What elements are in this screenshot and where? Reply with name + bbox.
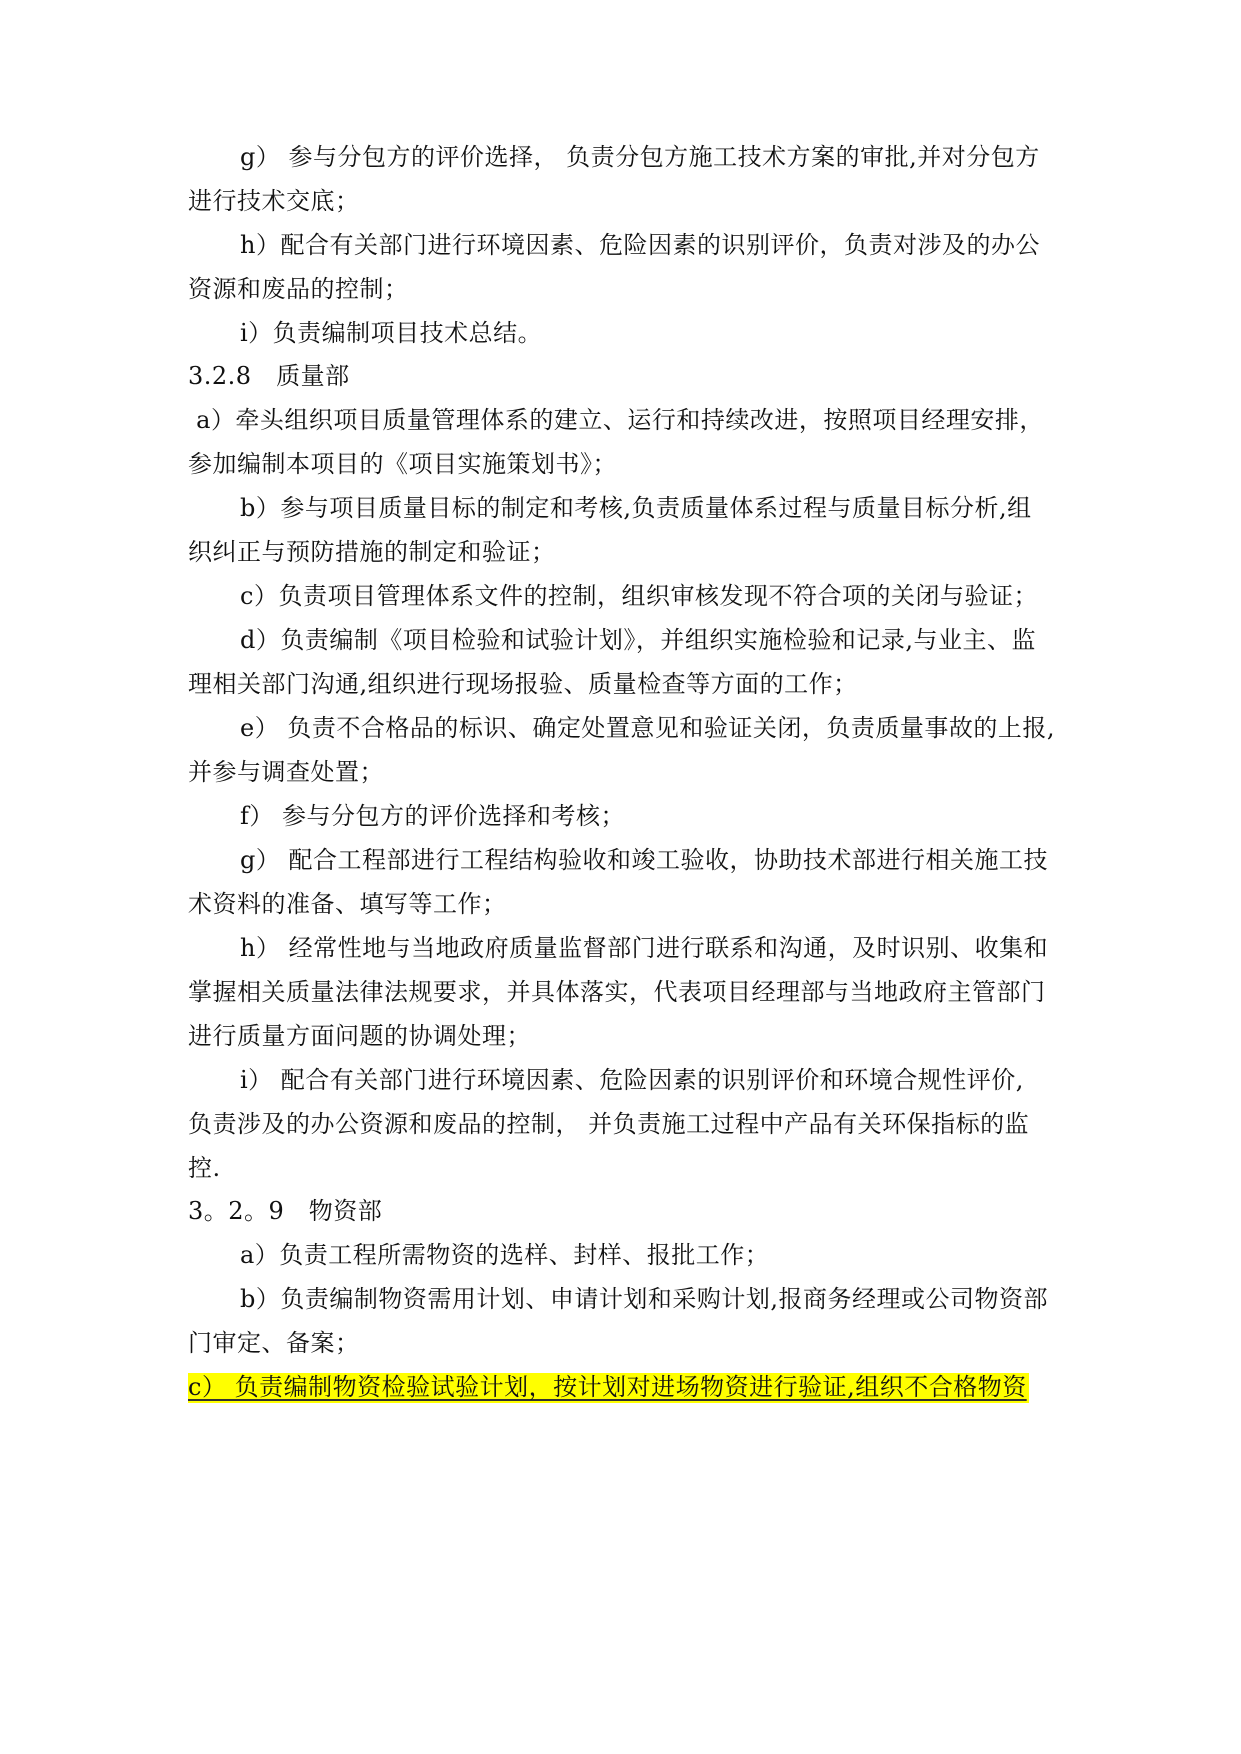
para-materials-b-line2: 门审定、备案；: [188, 1329, 360, 1357]
section-heading-materials: 3。2。9 物资部: [188, 1197, 383, 1225]
para-tech-g-line1: g） 参与分包方的评价选择， 负责分包方施工技术方案的审批,并对分包方: [240, 143, 1040, 171]
para-quality-f: f） 参与分包方的评价选择和考核；: [240, 802, 626, 830]
para-tech-h-line1: h）配合有关部门进行环境因素、危险因素的识别评价，负责对涉及的办公: [240, 231, 1040, 259]
para-quality-i-line3: 控.: [188, 1154, 221, 1182]
para-quality-b-line1: b）参与项目质量目标的制定和考核,负责质量体系过程与质量目标分析,组: [240, 494, 1032, 522]
para-quality-e-line1: e） 负责不合格品的标识、确定处置意见和验证关闭，负责质量事故的上报,: [240, 714, 1055, 742]
para-materials-a: a）负责工程所需物资的选样、封样、报批工作；: [240, 1241, 770, 1269]
para-quality-i-line1: i） 配合有关部门进行环境因素、危险因素的识别评价和环境合规性评价,: [240, 1066, 1024, 1094]
para-quality-a-line2: 参加编制本项目的《项目实施策划书》；: [188, 450, 617, 478]
para-quality-h-line2: 掌握相关质量法律法规要求，并具体落实，代表项目经理部与当地政府主管部门: [188, 978, 1046, 1006]
para-quality-g-line2: 术资料的准备、填写等工作；: [188, 890, 507, 918]
para-quality-h-line1: h） 经常性地与当地政府质量监督部门进行联系和沟通，及时识别、收集和: [240, 934, 1049, 962]
para-materials-c-highlighted: [188, 1372, 1029, 1402]
para-tech-g-line2: 进行技术交底；: [188, 187, 360, 215]
para-quality-c: c）负责项目管理体系文件的控制，组织审核发现不符合项的关闭与验证；: [240, 582, 1038, 610]
highlighted-text: c） 负责编制物资检验试验计划，按计划对进场物资进行验证,组织不合格物资: [188, 1373, 1027, 1401]
para-quality-h-line3: 进行质量方面问题的协调处理；: [188, 1022, 531, 1050]
para-tech-i: i）负责编制项目技术总结。: [240, 319, 543, 347]
para-tech-h-line2: 资源和废品的控制；: [188, 275, 409, 303]
para-quality-d-line2: 理相关部门沟通,组织进行现场报验、质量检查等方面的工作；: [188, 670, 858, 698]
para-quality-g-line1: g） 配合工程部进行工程结构验收和竣工验收，协助技术部进行相关施工技: [240, 846, 1048, 874]
para-quality-b-line2: 织纠正与预防措施的制定和验证；: [188, 538, 556, 566]
para-quality-a-line1: a）牵头组织项目质量管理体系的建立、运行和持续改进，按照项目经理安排，: [188, 406, 1044, 434]
para-quality-i-line2: 负责涉及的办公资源和废品的控制， 并负责施工过程中产品有关环保指标的监: [188, 1110, 1030, 1138]
section-heading-quality: 3.2.8 质量部: [188, 362, 350, 390]
para-materials-b-line1: b）负责编制物资需用计划、申请计划和采购计划,报商务经理或公司物资部: [240, 1285, 1048, 1313]
para-quality-e-line2: 并参与调查处置；: [188, 758, 384, 786]
para-quality-d-line1: d）负责编制《项目检验和试验计划》，并组织实施检验和记录,与业主、监: [240, 626, 1036, 654]
